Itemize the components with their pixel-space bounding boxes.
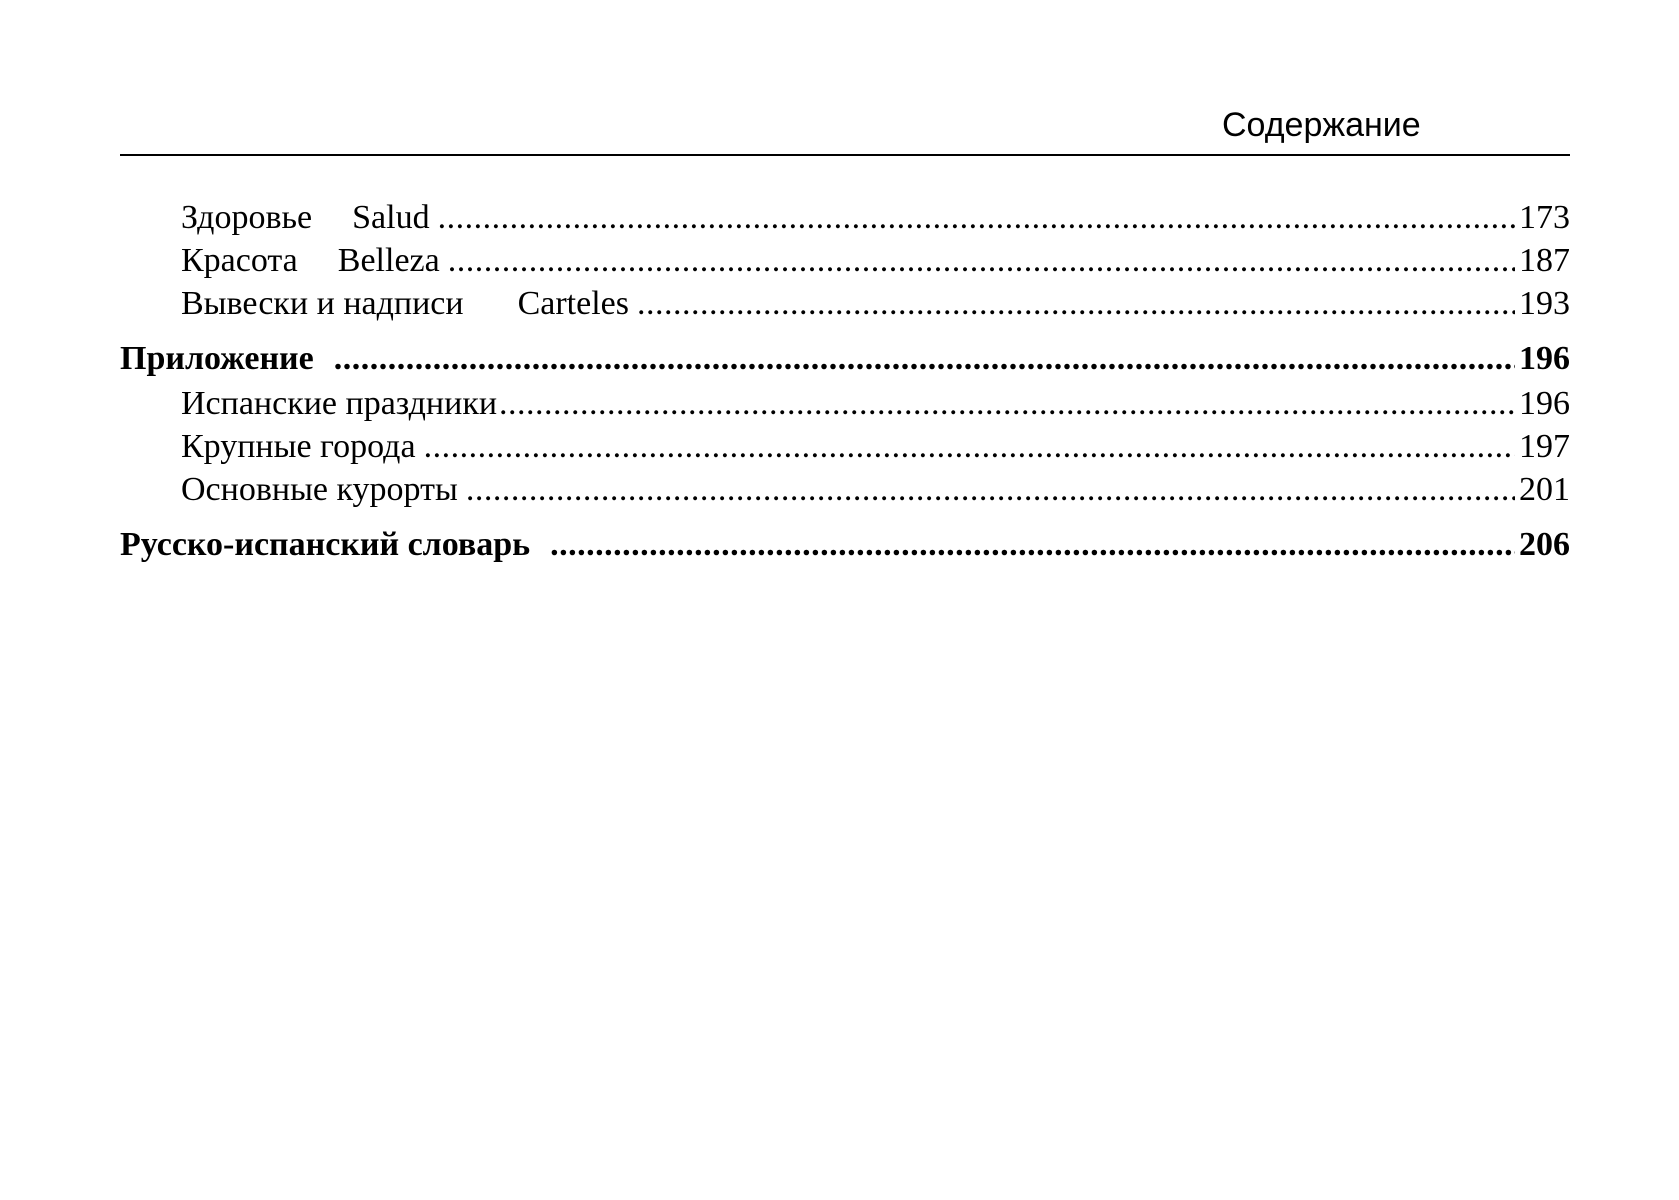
toc-entry-title-ru: Здоровье <box>181 199 313 236</box>
toc-entry[interactable] <box>120 196 1570 239</box>
toc-section-title: Приложение <box>120 340 314 377</box>
toc-dot-leader <box>448 239 1515 282</box>
toc-entry-page: 201 <box>1519 471 1570 508</box>
toc-dot-leader <box>550 523 1515 566</box>
toc-entry-title-ru: Красота <box>181 242 298 279</box>
table-of-contents <box>120 196 1570 568</box>
toc-entry[interactable] <box>120 382 1570 425</box>
toc-section-page: 196 <box>1519 340 1570 377</box>
toc-entry-title-es: Carteles <box>517 285 629 322</box>
toc-section-entry[interactable] <box>120 337 1570 380</box>
toc-section-title: Русско-испанский словарь <box>120 526 531 563</box>
toc-entry-page: 196 <box>1519 385 1570 422</box>
header-rule <box>120 154 1570 156</box>
toc-entry-page: 187 <box>1519 242 1570 279</box>
toc-entry[interactable] <box>120 282 1570 325</box>
toc-entry-page: 197 <box>1519 428 1570 465</box>
toc-entry-title-ru: Испанские праздники <box>181 385 498 422</box>
toc-dot-leader <box>466 468 1515 511</box>
toc-entry-title-ru: Крупные города <box>181 428 416 465</box>
toc-section-entry[interactable] <box>120 523 1570 566</box>
toc-entry-page: 193 <box>1519 285 1570 322</box>
toc-entry-title-es: Belleza <box>337 242 440 279</box>
toc-section-page: 206 <box>1519 526 1570 563</box>
toc-entry[interactable] <box>120 425 1570 468</box>
toc-dot-leader <box>334 337 1515 380</box>
toc-entry-page: 173 <box>1519 199 1570 236</box>
toc-entry[interactable] <box>120 239 1570 282</box>
toc-entry[interactable] <box>120 468 1570 511</box>
toc-dot-leader <box>499 382 1515 425</box>
toc-entry-title-es: Salud <box>352 199 430 236</box>
toc-dot-leader <box>438 196 1515 239</box>
running-head-title: Содержание <box>1222 106 1421 144</box>
toc-entry-title-ru: Основные курорты <box>181 471 458 508</box>
toc-dot-leader <box>424 425 1515 468</box>
toc-dot-leader <box>637 282 1515 325</box>
toc-entry-title-ru: Вывески и надписи <box>181 285 464 322</box>
